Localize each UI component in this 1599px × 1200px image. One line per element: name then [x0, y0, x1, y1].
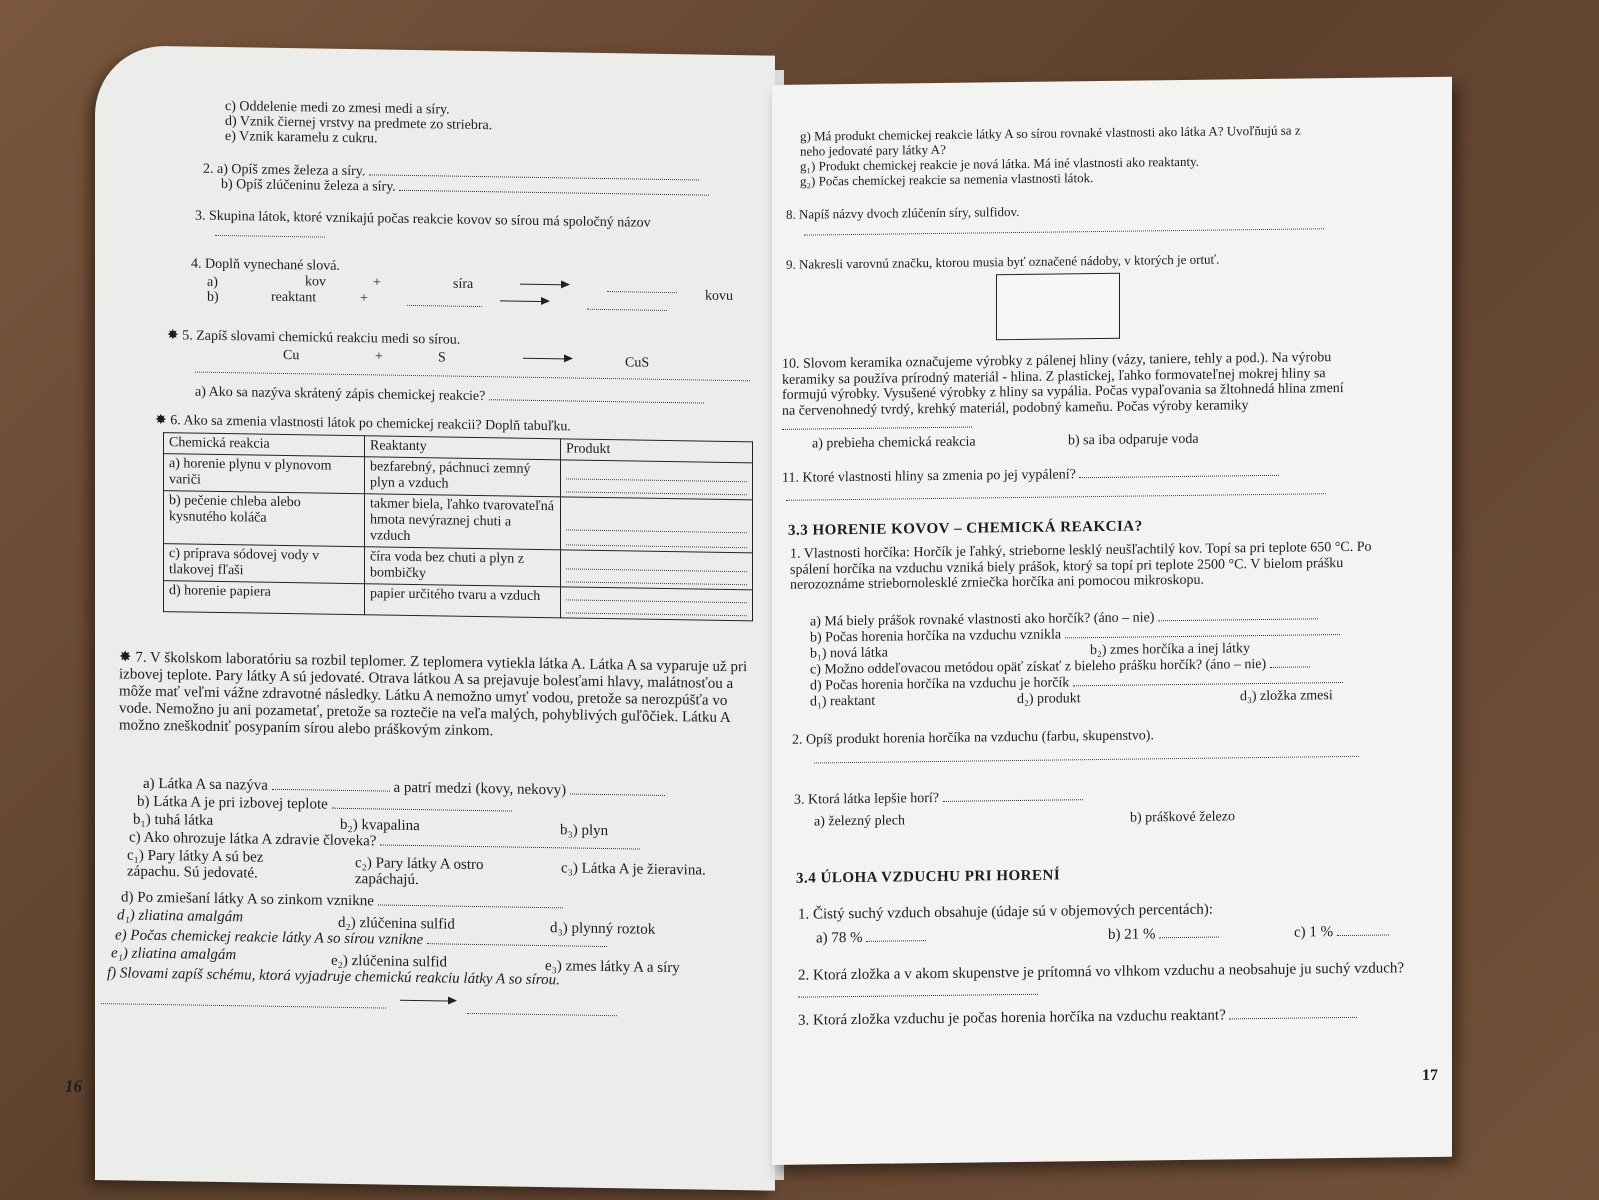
q7-c3: c₃) Látka A je žieravina.: [561, 860, 706, 879]
s34-question-3: 3. Ktorá zložka vzduchu je počas horenia horčíka na vzduchu reaktant?: [798, 1006, 1357, 1029]
table-cell: číra voda bez chuti a plyn z bombičky: [365, 547, 561, 587]
s34-q1b: b) 21 %: [1108, 926, 1219, 943]
question-7d: d) Po zmiešaní látky A so zinkom vznikne: [121, 889, 563, 912]
page-number: 16: [65, 1076, 82, 1096]
table-cell: c) príprava sódovej vody v tlakovej fľaši: [164, 544, 365, 584]
answer-line[interactable]: [804, 228, 1324, 235]
answer-line[interactable]: [467, 1013, 617, 1016]
q4-a-plus: +: [373, 275, 381, 291]
q4-b-label: b): [207, 289, 219, 305]
reaction-arrow: [400, 1000, 455, 1002]
question-6-title: ✸ 6. Ako sa zmenia vlastnosti látok po chemickej reakcii? Doplň tabuľku.: [155, 412, 571, 435]
s33-question-3: 3. Ktorá látka lepšie horí?: [794, 789, 1083, 809]
question-7c: c) Ako ohrozuje látka A zdravie človeka?: [129, 830, 640, 854]
q7-e2: e₂) zlúčenina sulfid: [331, 952, 448, 971]
s34-q1c: c) 1 %: [1294, 923, 1389, 940]
answer-line[interactable]: [814, 756, 1359, 764]
answer-line[interactable]: [607, 291, 677, 293]
s33-question-1: 1. Vlastnosti horčíka: Horčík je ľahký, strieborne lesklý neušľachtilý kov. Topí sa pri teplote 650 °C. Po spálení horčíka na vzduchu vzniká biely prášok, ktorý sa topí pri teplote 2500 °C. V bielom prášku nerozoznáme striebornolesklé zrniečka horčíka ani pomocou mikroskopu.: [790, 539, 1372, 593]
q7-d1: d₁) zliatina amalgám: [117, 907, 244, 926]
product-answer-cell[interactable]: [561, 460, 753, 500]
q7-g2: g₂) Počas chemickej reakcie sa nemenia vlastnosti látok.: [800, 170, 1094, 189]
product-answer-cell[interactable]: [561, 587, 753, 621]
table-header: Reaktanty: [365, 436, 561, 460]
page-number: 17: [1422, 1066, 1438, 1085]
q5-s: S: [438, 350, 446, 366]
product-answer-cell[interactable]: [561, 497, 753, 553]
product-answer-cell[interactable]: [561, 550, 753, 590]
q4-a-label: a): [207, 274, 218, 290]
q7-g1: g₁) Produkt chemickej reakcie je nová látka. Má iné vlastnosti ako reaktanty.: [800, 153, 1199, 174]
question-7g: g) Má produkt chemickej reakcie látky A so sírou rovnaké vlastnosti ako látka A? Uvoľňujú sa z neho jedovaté pary látky A?: [800, 122, 1301, 159]
q4-b-plus: +: [360, 291, 368, 307]
s33-q1d3: d₃) zložka zmesi: [1240, 688, 1333, 705]
question-7e: e) Počas chemickej reakcie látky A so sírou vznikne: [115, 927, 607, 951]
table-cell: a) horenie plynu v plynovom variči: [164, 454, 365, 494]
question-7-text: ✸ 7. V školskom laboratóriu sa rozbil teplomer. Z teplomera vytiekla látka A. Látka A sa vyparuje už pri izbovej teplote. Pary látky A sú jedovaté. Otrava látkou A sa prejavuje bolesťami hlavy, malátnosťou a môže mať veľmi vážne zdravotné následky. Látku A nemožno umyť vodou, pretože sa nerozpúšťa vo vode. Nemožno ju ani pozametať, pretože sa roztečie na veľa malých, pohyblivých guľôčiek. Látku A možno zneškodniť posypaním sírou alebo práškovým zinkom.: [119, 649, 748, 740]
q7-c1: c₁) Pary látky A sú bez zápachu. Sú jedovaté.: [127, 847, 264, 882]
q7-e1: e₁) zliatina amalgám: [111, 945, 237, 964]
drawing-box[interactable]: [996, 273, 1120, 341]
answer-line[interactable]: [407, 305, 482, 307]
q5-cu: Cu: [283, 347, 300, 364]
s33-q1a: a) Má biely prášok rovnaké vlastnosti ako horčík? (áno – nie): [810, 608, 1318, 630]
left-page: [65, 45, 775, 1191]
answer-line[interactable]: [195, 372, 750, 382]
properties-table: [163, 432, 753, 621]
q4-b-word1: reaktant: [271, 289, 317, 306]
s33-q1b1: b₁) nová látka: [810, 645, 888, 662]
s33-question-2: 2. Opíš produkt horenia horčíka na vzduchu (farbu, skupenstvo).: [792, 728, 1154, 748]
question-8: 8. Napíš názvy dvoch zlúčenín síry, sulfidov.: [786, 203, 1020, 222]
answer-line[interactable]: [786, 493, 1326, 501]
s33-q1d1: d₁) reaktant: [810, 693, 876, 710]
table-cell: takmer biela, ľahko tvarovateľná hmota nevýraznej chuti a vzduch: [365, 494, 561, 550]
question-11: 11. Ktoré vlastnosti hliny sa zmenia po jej vypálení?: [782, 465, 1279, 487]
question-7f: f) Slovami zapíš schému, ktorá vyjadruje chemickú reakciu látky A so sírou.: [107, 965, 560, 989]
q7-b3: b₃) plyn: [560, 822, 609, 840]
q5-cus: CuS: [625, 355, 650, 371]
table-header: Chemická reakcia: [164, 433, 365, 457]
q7-e3: e₃) zmes látky A a síry: [545, 958, 680, 977]
s34-q1a: a) 78 %: [816, 929, 926, 946]
q4-a-word1: kov: [305, 274, 326, 290]
question-10: 10. Slovom keramika označujeme výrobky z pálenej hliny (vázy, taniere, tehly a pod.). Na výrobu keramiky sa používa prírodný materiál - hlina. Z plastickej, ľahko formovateľnej mokrej hliny sa formujú výrobky. Vysušené výrobky z hliny sa vypália. Počas vypaľovania sa žltohnedá hlina zmení na červenohnedý tvrdý, krehký materiál, podobný kameňu. Počas výroby keramiky: [782, 350, 1352, 434]
s33-q1c: c) Možno oddeľovacou metódou opäť získať z bieleho prášku horčík? (áno – nie): [810, 656, 1310, 678]
question-5a: a) Ako sa nazýva skrátený zápis chemickej reakcie?: [195, 385, 704, 409]
answer-line[interactable]: [587, 309, 667, 311]
q4-a-word2: síra: [453, 276, 474, 292]
q7-b2: b₂) kvapalina: [340, 816, 420, 835]
s33-q3b: b) práškové železo: [1130, 809, 1235, 826]
reaction-arrow: [520, 284, 568, 286]
reaction-arrow: [523, 358, 571, 360]
table-cell: bezfarebný, páchnuci zemný plyn a vzduch: [365, 457, 561, 497]
q1-option-e: e) Vznik karamelu z cukru.: [225, 129, 378, 147]
q1-option-c: c) Oddelenie medi zo zmesi medi a síry.: [225, 99, 450, 118]
q7-c2: c₂) Pary látky A ostro zapáchajú.: [355, 855, 484, 889]
question-7b: b) Látka A je pri izbovej teplote: [137, 794, 512, 816]
q7-d2: d₂) zlúčenina sulfid: [338, 914, 455, 933]
question-7a: a) Látka A sa nazýva a patrí medzi (kovy, nekovy): [143, 776, 665, 800]
s33-q1d: d) Počas horenia horčíka na vzduchu je horčík: [810, 672, 1343, 695]
section-heading-3-3: 3.3 HORENIE KOVOV – CHEMICKÁ REAKCIA?: [788, 518, 1143, 539]
q1-option-d: d) Vznik čiernej vrstvy na predmete zo striebra.: [225, 114, 493, 134]
question-4-title: 4. Doplň vynechané slová.: [191, 256, 340, 274]
table-cell: d) horenie papiera: [164, 581, 365, 615]
s33-q3a: a) železný plech: [814, 813, 905, 830]
table-row: [164, 491, 753, 553]
q10-option-a: a) prebieha chemická reakcia: [812, 434, 976, 452]
question-2a: 2. a) Opíš zmes železa a síry.: [203, 162, 699, 186]
q7-d3: d₃) plynný roztok: [550, 920, 656, 938]
question-2b: b) Opíš zlúčeninu železa a síry.: [221, 177, 709, 201]
q4-a-end: kovu: [705, 288, 733, 305]
reaction-arrow: [500, 300, 548, 302]
question-5-title: ✸ 5. Zapíš slovami chemickú reakciu medi so sírou.: [167, 328, 461, 348]
s34-question-2: 2. Ktorá zložka a v akom skupenstve je prítomná vo vlhkom vzduchu a neobsahuje ju suchý vzduch?: [798, 959, 1418, 1003]
answer-line[interactable]: [101, 1003, 386, 1008]
table-cell: papier určitého tvaru a vzduch: [365, 584, 561, 618]
q7-b1: b₁) tuhá látka: [133, 811, 214, 829]
section-heading-3-4: 3.4 ÚLOHA VZDUCHU PRI HORENÍ: [796, 867, 1061, 887]
s33-q1b2: b₂) zmes horčíka a inej látky: [1090, 641, 1250, 659]
table-header: Produkt: [561, 439, 753, 463]
question-3: 3. Skupina látok, ktoré vznikajú počas reakcie kovov so sírou má spoločný názov: [195, 208, 651, 231]
s33-q1b: b) Počas horenia horčíka na vzduchu vznikla: [810, 624, 1340, 646]
q5-plus: +: [375, 349, 383, 365]
table-cell: b) pečenie chleba alebo kysnutého koláča: [164, 491, 365, 547]
q10-option-b: b) sa iba odparuje voda: [1068, 431, 1199, 449]
s33-q1d2: d₂) produkt: [1017, 691, 1081, 708]
question-9: 9. Nakresli varovnú značku, ktorou musia byť označené nádoby, v ktorých je ortuť.: [786, 251, 1220, 272]
s34-question-1: 1. Čistý suchý vzduch obsahuje (údaje sú v objemových percentách):: [798, 901, 1213, 923]
answer-line[interactable]: [215, 235, 325, 238]
right-page: [772, 77, 1452, 1165]
